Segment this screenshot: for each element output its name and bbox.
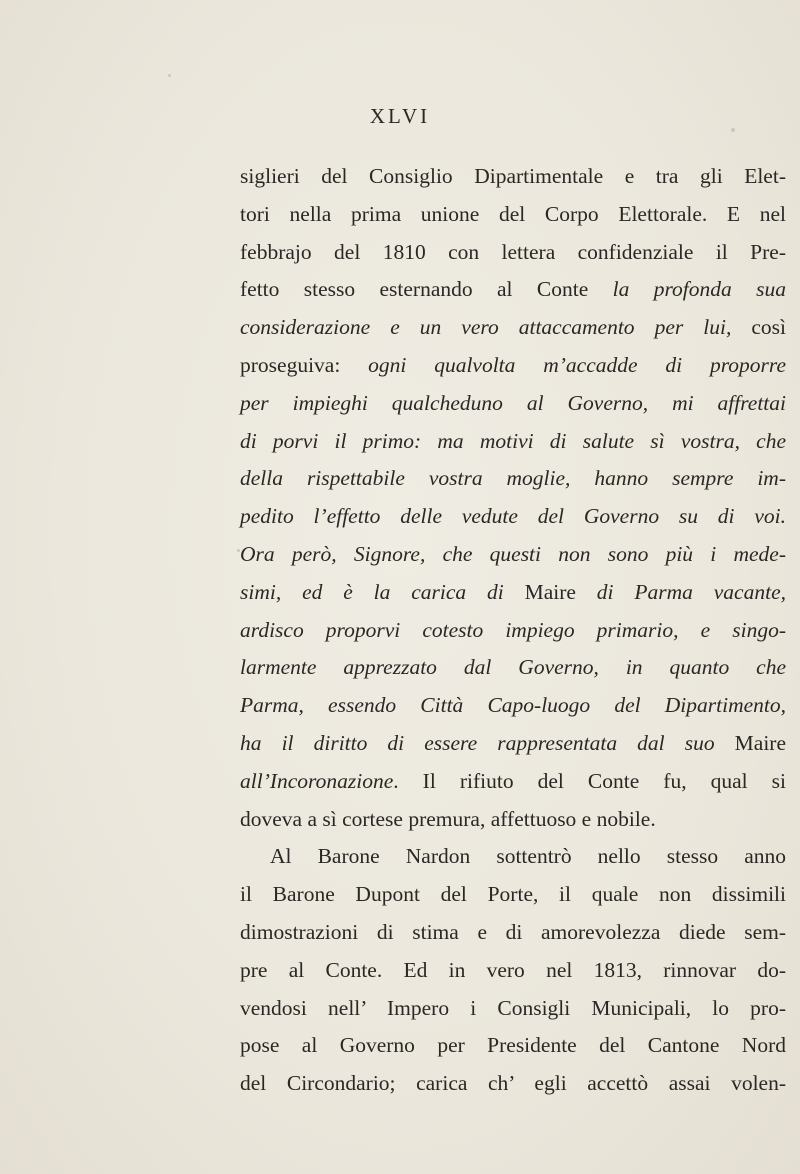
text-line (240, 196, 786, 234)
text-run: Al Barone Nardon sottentrò nello stesso anno (270, 844, 786, 869)
text-run: pose al Governo per Presidente del Cantone Nord (240, 1033, 786, 1058)
text-line (240, 763, 786, 801)
text-run-italic: ardisco proporvi cotesto impiego primario, e singo- (240, 617, 786, 642)
text-line (240, 498, 786, 536)
text-line (240, 158, 786, 196)
text-line (240, 574, 786, 612)
text-run: del Circondario; carica ch’ egli accettò assai volen- (240, 1071, 786, 1096)
text-line (240, 687, 786, 725)
text-line (240, 460, 786, 498)
text-line-paragraph-start (240, 838, 786, 876)
text-run-italic: ogni qualvolta m’accadde di proporre (368, 352, 786, 377)
text-line (240, 1065, 786, 1103)
text-run: il Barone Dupont del Porte, il quale non dissimili (240, 882, 786, 907)
text-run: tori nella prima unione del Corpo Elettorale. E nel (240, 201, 786, 226)
text-run: Maire (524, 579, 576, 604)
text-run-italic: ha il diritto di essere rappresentata dal suo (240, 730, 735, 755)
text-line (240, 423, 786, 461)
text-run-italic: pedito l’effetto delle vedute del Governo su di voi. (240, 504, 786, 529)
text-run: Maire (734, 730, 786, 755)
text-line (240, 271, 786, 309)
text-line-paragraph-end (240, 801, 786, 839)
text-run-italic: all’Incoronazione (240, 768, 394, 793)
text-run-italic: di Parma vacante, (575, 579, 786, 604)
text-line (240, 309, 786, 347)
text-line (240, 914, 786, 952)
text-line (240, 990, 786, 1028)
paper-speck (731, 128, 735, 132)
text-run: vendosi nell’ Impero i Consigli Municipali, lo pro- (240, 995, 786, 1020)
text-run: . Il rifiuto del Conte fu, qual si (393, 768, 786, 793)
text-run-italic: larmente apprezzato dal Governo, in quanto che (240, 655, 786, 680)
text-run-italic: la profonda sua (612, 277, 786, 302)
text-run-italic: simi, ed è la carica di (240, 579, 525, 604)
text-run-italic: considerazione e un vero attaccamento per lui, (240, 315, 732, 340)
text-run-italic: Ora però, Signore, che questi non sono più i mede- (240, 541, 786, 566)
text-line (240, 234, 786, 272)
text-line (240, 385, 786, 423)
text-line (240, 347, 786, 385)
text-line (240, 536, 786, 574)
text-line (240, 725, 786, 763)
paper-speck (237, 549, 240, 552)
text-run: siglieri del Consiglio Dipartimentale e tra gli Elet- (240, 164, 786, 188)
text-run: pre al Conte. Ed in vero nel 1813, rinnovar do- (240, 957, 786, 982)
text-line (240, 649, 786, 687)
text-line (240, 612, 786, 650)
text-run: proseguiva: (240, 352, 369, 377)
text-run: fetto stesso esternando al Conte (240, 277, 613, 302)
text-run-italic: per impieghi qualcheduno al Governo, mi affrettai (240, 390, 786, 415)
text-run: doveva a sì cortese premura, affettuoso e nobile. (240, 806, 656, 831)
text-run: così (731, 315, 786, 340)
text-run-italic: di porvi il primo: ma motivi di salute sì vostra, che (240, 428, 786, 453)
text-run: dimostrazioni di stima e di amorevolezza diede sem- (240, 919, 786, 944)
text-line (240, 952, 786, 990)
text-line (240, 876, 786, 914)
text-line (240, 1027, 786, 1065)
page-number-header: XLVI (369, 104, 431, 128)
text-run-italic: Parma, essendo Città Capo-luogo del Dipartimento, (240, 693, 786, 718)
text-run-italic: della rispettabile vostra moglie, hanno sempre im- (240, 466, 786, 491)
body-text (240, 158, 786, 1103)
text-run: febbrajo del 1810 con lettera confidenziale il Pre- (240, 239, 786, 264)
paper-speck (168, 74, 171, 77)
